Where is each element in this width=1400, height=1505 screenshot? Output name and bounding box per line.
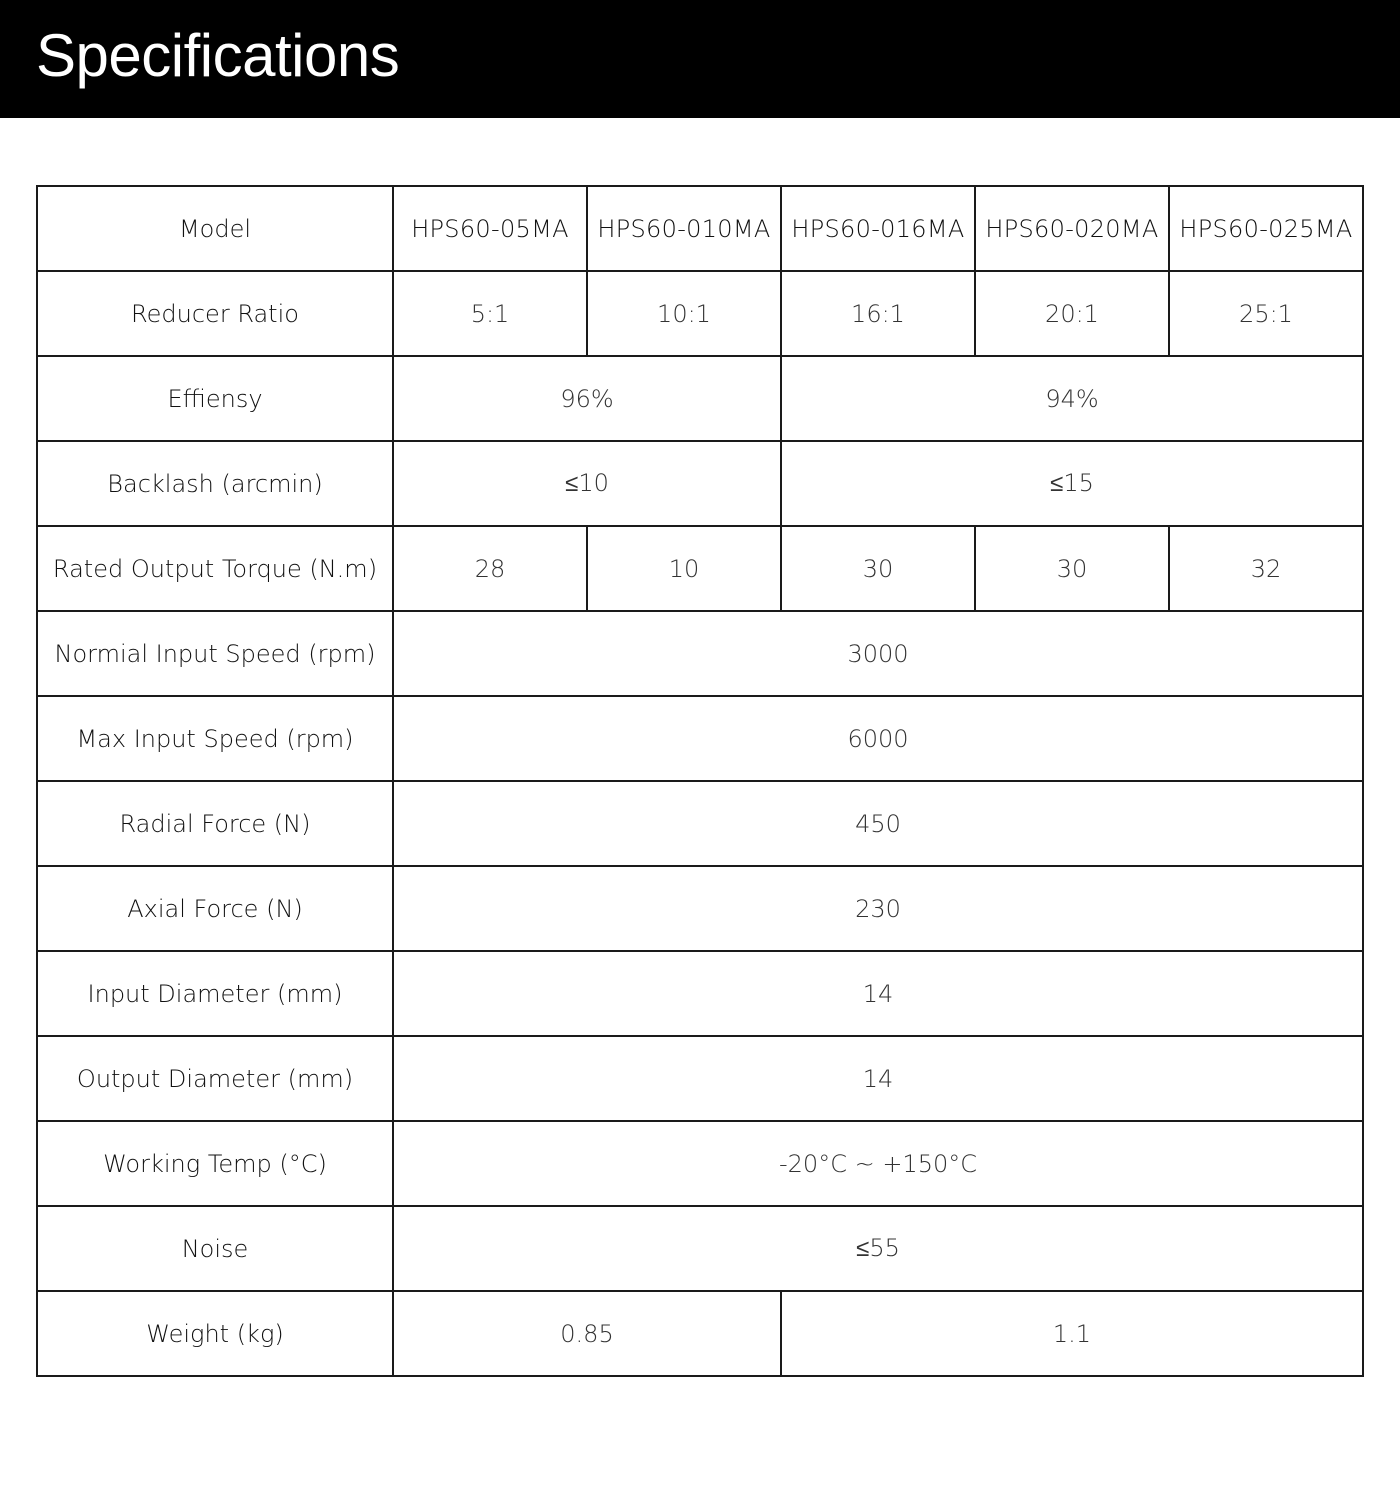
spec-label-cell: Max Input Speed (rpm) [37, 696, 393, 781]
spec-label-cell: Output Diameter (mm) [37, 1036, 393, 1121]
spec-value-cell: 16:1 [781, 271, 975, 356]
spec-label-cell: Reducer Ratio [37, 271, 393, 356]
spec-label-cell: Noise [37, 1206, 393, 1291]
spec-value-cell: 450 [393, 781, 1363, 866]
spec-value-cell: 1.1 [781, 1291, 1363, 1376]
table-row [37, 1036, 1363, 1121]
spec-value-cell: 28 [393, 526, 587, 611]
spec-value-cell: 14 [393, 951, 1363, 1036]
spec-value-cell: -20°C ~ +150°C [393, 1121, 1363, 1206]
spec-label-cell: Axial Force (N) [37, 866, 393, 951]
spec-value-cell: 6000 [393, 696, 1363, 781]
spec-value-cell: ≤15 [781, 441, 1363, 526]
spec-value-cell: 3000 [393, 611, 1363, 696]
spec-value-cell: 230 [393, 866, 1363, 951]
spec-value-cell: ≤55 [393, 1206, 1363, 1291]
spec-value-cell: 25:1 [1169, 271, 1363, 356]
table-row [37, 1206, 1363, 1291]
table-row [37, 696, 1363, 781]
spec-label-cell: Weight (kg) [37, 1291, 393, 1376]
spec-value-cell: 5:1 [393, 271, 587, 356]
spec-value-cell: 0.85 [393, 1291, 781, 1376]
table-row [37, 781, 1363, 866]
table-row [37, 271, 1363, 356]
model-name-cell: HPS60-010MA [587, 186, 781, 271]
spec-value-cell: 30 [975, 526, 1169, 611]
table-row [37, 441, 1363, 526]
spec-label-cell: Normial Input Speed (rpm) [37, 611, 393, 696]
spec-value-cell: 10:1 [587, 271, 781, 356]
model-name-cell: HPS60-016MA [781, 186, 975, 271]
spec-value-cell: 14 [393, 1036, 1363, 1121]
spec-label-cell: Working Temp (°C) [37, 1121, 393, 1206]
spec-value-cell: 32 [1169, 526, 1363, 611]
spec-value-cell: ≤10 [393, 441, 781, 526]
table-row [37, 951, 1363, 1036]
table-header-row [37, 186, 1363, 271]
page-title: Specifications [36, 22, 400, 89]
spec-label-cell: Effiensy [37, 356, 393, 441]
table-row [37, 1291, 1363, 1376]
specifications-table [36, 185, 1364, 1377]
spec-value-cell: 20:1 [975, 271, 1169, 356]
header-bar [0, 0, 1400, 118]
spec-label-cell: Backlash (arcmin) [37, 441, 393, 526]
spec-value-cell: 30 [781, 526, 975, 611]
model-name-cell: HPS60-020MA [975, 186, 1169, 271]
spec-value-cell: 96% [393, 356, 781, 441]
model-name-cell: HPS60-05MA [393, 186, 587, 271]
spec-value-cell: 94% [781, 356, 1363, 441]
table-row [37, 1121, 1363, 1206]
specifications-table-body [37, 186, 1363, 1376]
table-row [37, 356, 1363, 441]
spec-label-cell: Input Diameter (mm) [37, 951, 393, 1036]
table-row [37, 526, 1363, 611]
spec-label-cell: Rated Output Torque (N.m) [37, 526, 393, 611]
model-name-cell: HPS60-025MA [1169, 186, 1363, 271]
table-row [37, 611, 1363, 696]
spec-value-cell: 10 [587, 526, 781, 611]
table-row [37, 866, 1363, 951]
spec-label-cell: Radial Force (N) [37, 781, 393, 866]
model-label: Model [37, 186, 393, 271]
